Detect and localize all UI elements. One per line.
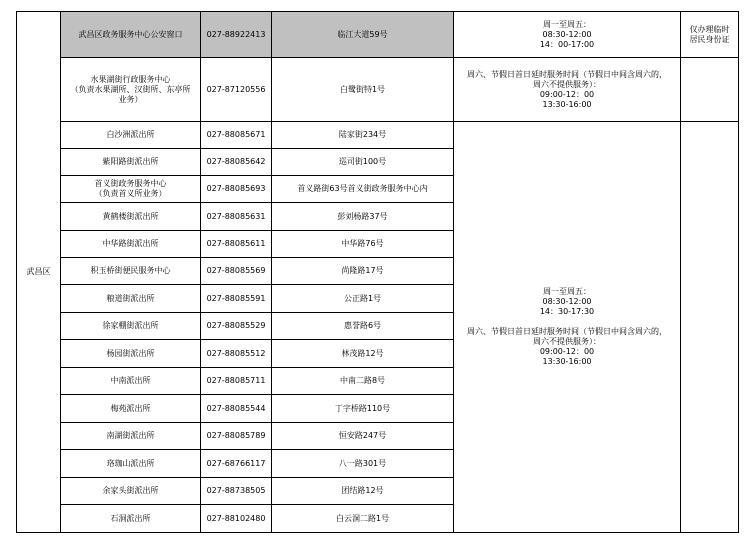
- hours-cell: [454, 12, 681, 58]
- hours-line: 09:00-12：00: [539, 89, 595, 99]
- hours-line: 08:30-12:00: [542, 29, 592, 39]
- office-name: 杨园街派出所: [61, 340, 201, 368]
- office-name: 珞珈山派出所: [61, 450, 201, 478]
- office-address: 白鹭街特1号: [272, 58, 454, 122]
- office-phone: 027-88085789: [201, 423, 272, 450]
- office-name-line: 首义街政务服务中心: [94, 179, 167, 188]
- office-phone: 027-68766117: [201, 450, 272, 478]
- office-name-line: （负责水果湖所、汉街所、东亭所: [70, 84, 191, 94]
- office-phone: 027-88085711: [201, 368, 272, 395]
- office-address: 陆家街234号: [272, 122, 454, 149]
- note-line: 居民身份证: [689, 34, 730, 44]
- office-address: 彭刘杨路37号: [272, 203, 454, 231]
- office-name: [61, 12, 201, 58]
- district-cell: 武昌区: [17, 12, 61, 533]
- office-address: 团结路12号: [272, 478, 454, 505]
- office-name: 粮道街派出所: [61, 285, 201, 313]
- hours-line: 14：00-17:00: [539, 39, 595, 49]
- hours-line: 周六不提供服务）：: [533, 79, 601, 89]
- office-address: 白云洞二路1号: [272, 505, 454, 533]
- hours-line: 13:30-16:00: [542, 99, 592, 109]
- office-phone: 027-88102480: [201, 505, 272, 533]
- office-address: 八一路301号: [272, 450, 454, 478]
- office-name: 黄鹤楼街派出所: [61, 203, 201, 231]
- office-phone: 027-88085611: [201, 231, 272, 258]
- hours-line: 09:00-12：00: [539, 347, 595, 356]
- hours-line: 周六不提供服务）：: [533, 337, 601, 346]
- office-address: 公正路1号: [272, 285, 454, 313]
- office-phone: 027-88085642: [201, 149, 272, 176]
- office-address: 首义路街63号首义街政务服务中心内: [272, 176, 454, 203]
- office-name: 南湖街派出所: [61, 423, 201, 450]
- office-phone: 027-88085671: [201, 122, 272, 149]
- note-cell-empty: [681, 58, 739, 122]
- office-name-line: （负责首义所业务）: [94, 189, 167, 198]
- office-name: 中华路街派出所: [61, 231, 201, 258]
- office-name: 紫阳路街派出所: [61, 149, 201, 176]
- hours-cell: [454, 58, 681, 122]
- office-name: [61, 58, 201, 122]
- office-phone: 027-88085631: [201, 203, 272, 231]
- office-name: 梅苑派出所: [61, 395, 201, 423]
- office-phone: 027-88085569: [201, 258, 272, 285]
- office-address: 尚隆路17号: [272, 258, 454, 285]
- office-name: 徐家棚街派出所: [61, 313, 201, 340]
- office-phone: 027-88085591: [201, 285, 272, 313]
- hours-line: 周一至周五：: [543, 19, 591, 29]
- hours-cell: [454, 122, 681, 533]
- office-name-line: 水果湖街行政服务中心: [90, 74, 171, 84]
- office-name: 白沙洲派出所: [61, 122, 201, 149]
- hours-line: 14：30-17:30: [539, 307, 595, 316]
- office-name: 余家头街派出所: [61, 478, 201, 505]
- office-name: [61, 176, 201, 203]
- office-name: 积玉桥街便民服务中心: [61, 258, 201, 285]
- hours-line: 周六、节假日首日延时服务时间（节假日中间含周六的，: [467, 69, 667, 79]
- office-address: 林茂路12号: [272, 340, 454, 368]
- hours-line: 周六、节假日首日延时服务时间（节假日中间含周六的，: [467, 327, 667, 336]
- service-office-table: [16, 11, 739, 533]
- office-address: 惠誉路6号: [272, 313, 454, 340]
- hours-line: 周一至周五：: [543, 287, 591, 296]
- office-address: 中华路76号: [272, 231, 454, 258]
- office-phone: 027-88085544: [201, 395, 272, 423]
- office-name-line: 业务）: [118, 94, 143, 104]
- note-cell: [681, 12, 739, 58]
- hours-line: 13:30-16:00: [542, 357, 592, 366]
- office-name-line: 武昌区政务服务中心公安窗口: [78, 29, 183, 39]
- office-phone: 027-88085693: [201, 176, 272, 203]
- office-phone: 027-88922413: [201, 12, 272, 58]
- note-cell-empty: [681, 122, 739, 533]
- office-address: 临江大道59号: [272, 12, 454, 58]
- office-address: 恒安路247号: [272, 423, 454, 450]
- office-address: 丁字桥路110号: [272, 395, 454, 423]
- hours-line: 08:30-12:00: [542, 297, 592, 306]
- note-line: 仅办理临时: [689, 24, 730, 34]
- office-name: 石洞派出所: [61, 505, 201, 533]
- office-address: 中南二路8号: [272, 368, 454, 395]
- office-phone: 027-88085529: [201, 313, 272, 340]
- office-phone: 027-88085512: [201, 340, 272, 368]
- office-phone: 027-88738505: [201, 478, 272, 505]
- office-name: 中南派出所: [61, 368, 201, 395]
- office-address: 巡司街100号: [272, 149, 454, 176]
- office-phone: 027-87120556: [201, 58, 272, 122]
- hours-line: [456, 317, 678, 327]
